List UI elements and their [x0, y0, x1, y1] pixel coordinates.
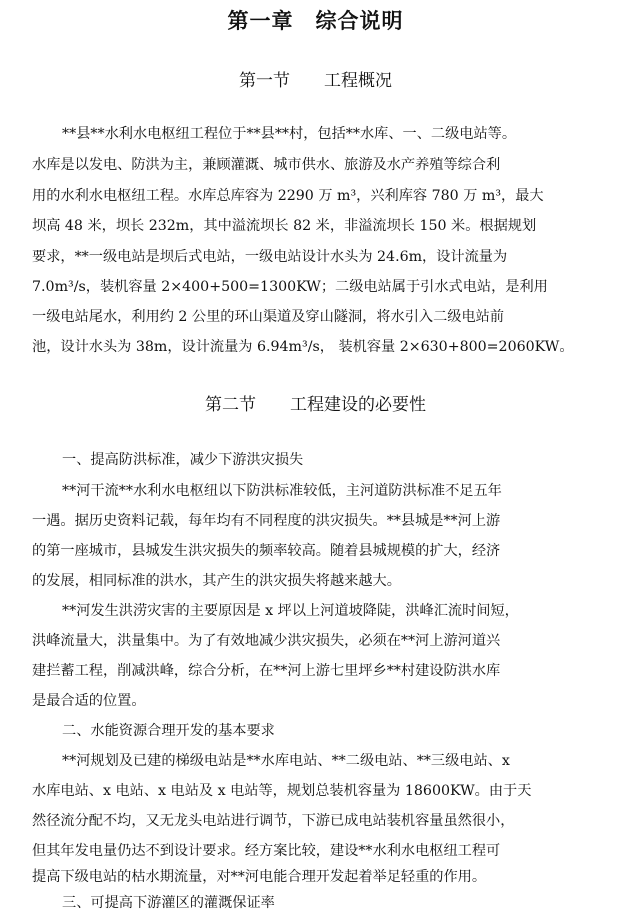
- paragraph-line: 7.0m³/s，装机容量 2×400+500=1300KW；二级电站属于引水式电站，是利用: [32, 279, 548, 295]
- paragraph-line: 池，设计水头为 38m，设计流量为 6.94m³/s， 装机容量 2×630+800=2060KW。: [32, 339, 574, 355]
- chapter-title: 第一章 综合说明: [227, 8, 404, 33]
- paragraph-line: 的第一座城市，县城发生洪灾损失的频率较高。随着县城规模的扩大，经济: [32, 543, 501, 559]
- paragraph-line: 要求，**一级电站是坝后式电站，一级电站设计水头为 24.6m，设计流量为: [32, 249, 508, 265]
- paragraph-line: 一遇。据历史资料记载，每年均有不同程度的洪灾损失。**县城是**河上游: [32, 513, 501, 529]
- paragraph-line: **县**水利水电枢纽工程位于**县**村，包括**水库、一、二级电站等。: [62, 126, 517, 142]
- section-1-title: 第一节 工程概况: [239, 71, 392, 91]
- section-2-title: 第二节 工程建设的必要性: [205, 395, 426, 415]
- paragraph-line: **河规划及已建的梯级电站是**水库电站、**二级电站、**三级电站、x: [62, 753, 510, 769]
- paragraph-line: 一级电站尾水，利用约 2 公里的环山渠道及穿山隧洞，将水引入二级电站前: [32, 309, 505, 325]
- paragraph-line: 坝高 48 米，坝长 232m，其中溢流坝长 82 米，非溢流坝长 150 米。根据规划: [32, 218, 537, 234]
- paragraph-line: 是最合适的位置。: [32, 693, 146, 709]
- subsection-heading: 一、提高防洪标准，减少下游洪灾损失: [62, 452, 304, 468]
- paragraph-line: 提高下级电站的枯水期流量，对**河电能合理开发起着举足轻重的作用。: [32, 869, 487, 885]
- subsection-heading: 二、水能资源合理开发的基本要求: [62, 723, 275, 739]
- paragraph-line: 水库是以发电、防洪为主，兼顾灌溉、城市供水、旅游及水产养殖等综合利: [32, 157, 501, 173]
- paragraph-line: 洪峰流量大，洪量集中。为了有效地减少洪灾损失，必须在**河上游河道兴: [32, 633, 501, 649]
- paragraph-line: **河干流**水利水电枢纽以下防洪标准较低，主河道防洪标准不足五年: [62, 483, 502, 499]
- paragraph-line: 但其年发电量仍达不到设计要求。经方案比较，建设**水利水电枢纽工程可: [32, 843, 501, 859]
- paragraph-line: 用的水利水电枢纽工程。水库总库容为 2290 万 m³，兴利库容 780 万 m³，最大: [32, 188, 544, 204]
- paragraph-line: 然径流分配不均，又无龙头电站进行调节，下游已成电站装机容量虽然很小，: [32, 813, 515, 829]
- paragraph-line: 的发展，相同标准的洪水，其产生的洪灾损失将越来越大。: [32, 573, 401, 589]
- paragraph-line: **河发生洪涝灾害的主要原因是 x 坪以上河道坡降陡，洪峰汇流时间短，: [62, 603, 519, 619]
- paragraph-line: 水库电站、x 电站、x 电站及 x 电站等，规划总装机容量为 18600KW。由于天: [32, 783, 532, 799]
- paragraph-line: 建拦蓄工程，削减洪峰，综合分析，在**河上游七里坪乡**村建设防洪水库: [32, 663, 501, 679]
- subsection-heading: 三、可提高下游灌区的灌溉保证率: [62, 895, 275, 911]
